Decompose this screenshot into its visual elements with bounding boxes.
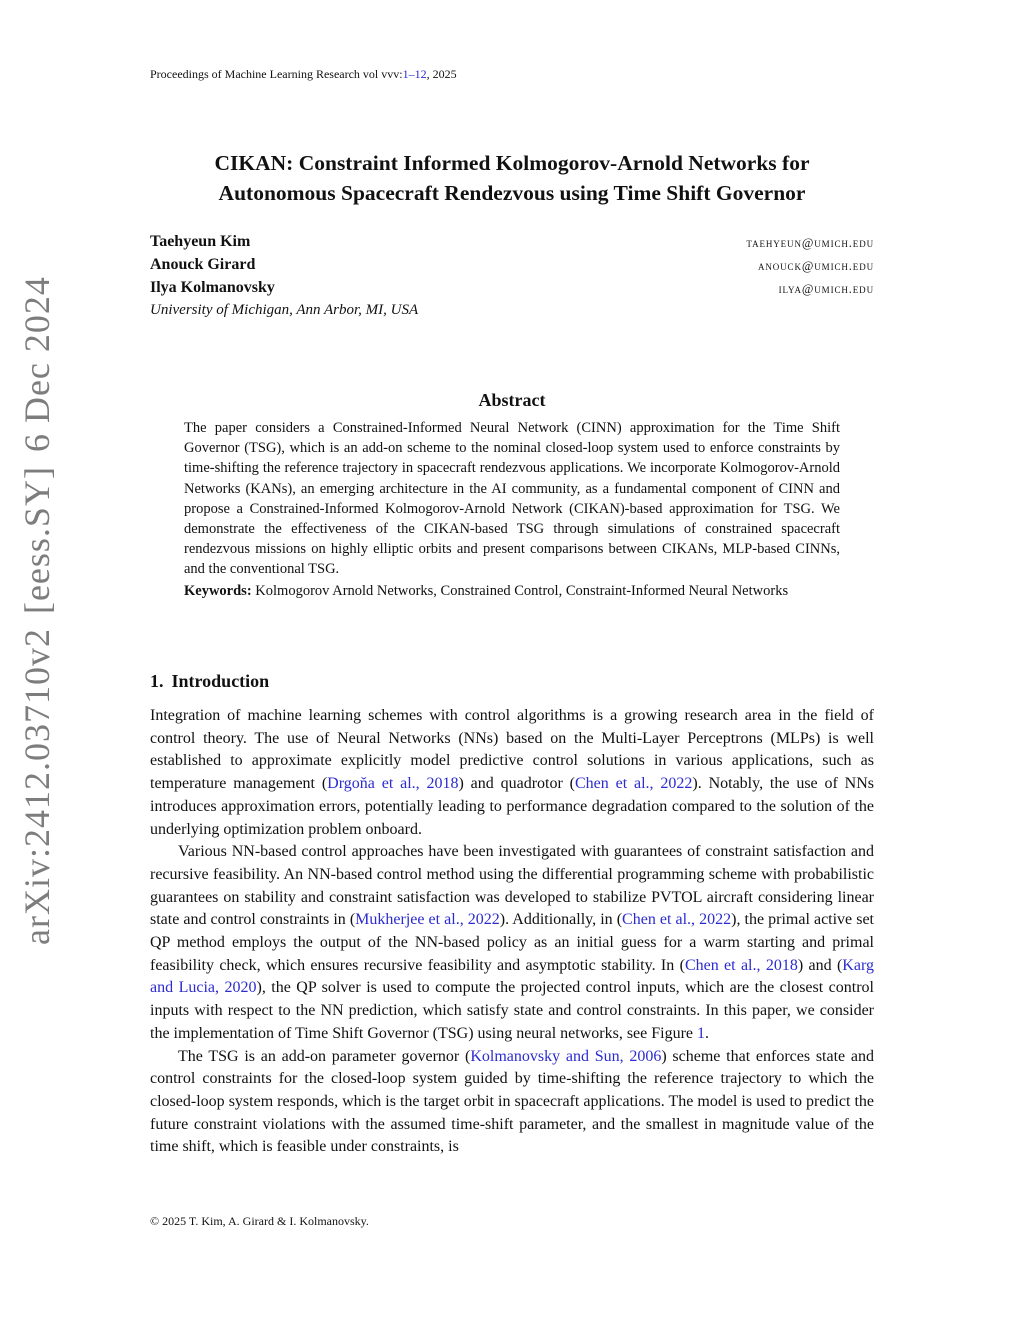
text: The TSG is an add-on parameter governor ( [178, 1047, 471, 1065]
affiliation: University of Michigan, Ann Arbor, MI, USA [150, 302, 419, 318]
arxiv-category: [eess.SY] [17, 466, 57, 615]
citation-link[interactable]: Mukherjee et al., 2022 [355, 911, 500, 929]
author-email[interactable]: taehyeun@umich.edu [746, 236, 874, 250]
section-heading [150, 671, 269, 692]
introduction-body [150, 705, 874, 1159]
page-range-link[interactable]: 1–12 [402, 67, 427, 81]
year: , 2025 [426, 67, 457, 81]
arxiv-date: 6 Dec 2024 [17, 276, 57, 453]
abstract [184, 418, 840, 601]
author-email[interactable]: ilya@umich.edu [778, 282, 874, 296]
abstract-heading: Abstract [478, 390, 546, 410]
text: . [705, 1024, 710, 1042]
author-name: Taehyeun Kim [150, 233, 251, 250]
paragraph [150, 1046, 874, 1160]
author-email[interactable]: anouck@umich.edu [757, 259, 874, 273]
author-name: Anouck Girard [150, 256, 256, 273]
citation-link[interactable]: Chen et al., 2022 [575, 775, 693, 793]
citation-link[interactable]: Karg and Lucia, 2020 [150, 956, 874, 997]
text: Various NN-based control approaches have been investigated with guarantees of constraint satisfaction and recursive feasibility. An NN-based control method using the differential programming scheme with probabilistic guarantees on stability and constraint satisfaction was developed to stabilize PVTOL aircraft considering linear state and control constraints in ( [150, 843, 874, 929]
citation-link[interactable]: Drgoňa et al., 2018 [327, 775, 459, 793]
keywords-label: Keywords: [184, 582, 252, 599]
citation-link[interactable]: Chen et al., 2022 [622, 911, 732, 929]
keywords [184, 581, 840, 601]
copyright-footer: © 2025 T. Kim, A. Girard & I. Kolmanovsky. [150, 1214, 369, 1228]
abstract-text: The paper considers a Constrained-Informed Neural Network (CINN) approximation for the Time Shift Governor (TSG), which is an add-on scheme to the nominal closed-loop system used to enforce constraints by time-shifting the reference trajectory in spacecraft rendezvous applications. We incorporate Kolmogorov-Arnold Networks (KANs), an emerging architecture in the AI community, as a fundamental component of CINN and propose a Constrained-Informed Kolmogorov-Arnold Network (CIKAN)-based approximation for TSG. We demonstrate the effectiveness of the CIKAN-based TSG through simulations of constrained spacecraft rendezvous missions on highly elliptic orbits and present comparisons between CIKANs, MLP-based CINNs, and the conventional TSG. [184, 420, 840, 578]
text: ) and ( [797, 956, 843, 974]
section-title: Introduction [171, 671, 270, 691]
section-number: 1. [150, 671, 164, 691]
text: Integration of machine learning schemes with control algorithms is a growing research area in the field of control theory. The use of Neural Networks (NNs) based on the Multi-Layer Perceptrons (MLPs) is well established to approximate explicitly model predictive control solutions in various applications, such as temperature management ( [150, 707, 874, 793]
text: ), the QP solver is used to compute the projected control inputs, which are the closest control inputs with respect to the NN prediction, which satisfy state and control constraints. In this paper, we consider the implementation of Time Shift Governor (TSG) using neural networks, see Figure [150, 979, 874, 1042]
citation-link[interactable]: Kolmanovsky and Sun, 2006 [470, 1047, 662, 1065]
arxiv-id: arXiv:2412.03710v2 [17, 628, 57, 945]
journal-name: Proceedings of Machine Learning Research vol vvv: [150, 67, 403, 81]
paragraph [150, 841, 874, 1045]
figure-ref-link[interactable]: 1 [697, 1024, 706, 1042]
text: ). Additionally, in ( [499, 911, 623, 929]
text: ) and quadrotor ( [458, 775, 575, 793]
title-line-2: Autonomous Spacecraft Rendezvous using Time Shift Governor [218, 181, 806, 205]
keywords-text: Kolmogorov Arnold Networks, Constrained Control, Constraint-Informed Neural Networks [255, 582, 789, 599]
author-name: Ilya Kolmanovsky [150, 279, 275, 296]
running-header [150, 67, 457, 82]
text: ). Notably, the use of NNs introduces approximation errors, potentially leading to performance degradation compared to the solution of the underlying optimization problem onboard. [150, 775, 875, 838]
title-line-1: CIKAN: Constraint Informed Kolmogorov-Arnold Networks for [214, 151, 810, 175]
text: ), the primal active set QP method employs the output of the NN-based policy as an initial guess for a warm starting and primal feasibility check, which ensures recursive feasibility and asymptotic stability. In ( [150, 911, 875, 974]
paragraph [150, 705, 874, 841]
arxiv-stamp [16, 276, 58, 945]
citation-link[interactable]: Chen et al., 2018 [684, 956, 798, 974]
paper-title [150, 148, 874, 208]
text: ) scheme that enforces state and control constraints for the closed-loop system guided by time-shifting the reference trajectory to which the closed-loop system responds, which is the target orbit in spacecraft applications. The model is used to predict the future constraint violations with the assumed time-shift parameter, and the smallest in magnitude value of the time shift, which is feasible under constraints, is [150, 1047, 874, 1156]
